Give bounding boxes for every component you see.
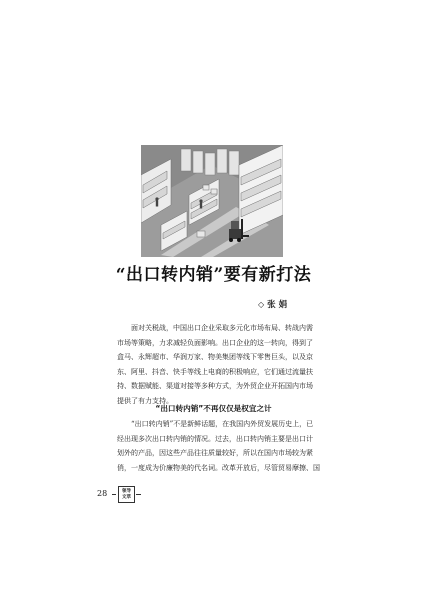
article-title: “出口转内销”要有新打法 xyxy=(115,265,312,285)
text-line: 面对关税战，中国出口企业采取多元化市场布局、转战内需 xyxy=(131,324,313,332)
section-paragraph xyxy=(117,417,331,475)
masthead-bottom: 文萃 xyxy=(122,494,131,500)
page-number: 28 xyxy=(97,489,108,498)
text-line: 俏，一度成为价廉物美的代名词。改革开放后，尽管贸易摩擦、国 xyxy=(117,463,320,472)
footer-rule xyxy=(112,494,116,495)
intro-paragraph xyxy=(117,321,331,409)
text-line: 东、阿里、抖音、快手等线上电商的积极响应，它们通过流量扶 xyxy=(117,367,313,376)
text-line: 经出现多次出口转内销的情况。过去，出口转内销主要是出口计 xyxy=(117,434,313,443)
text-line: 提供了有力支持。 xyxy=(117,396,173,405)
text-line: 划外的产品，因这些产品往往质量较好，所以在国内市场较为紧 xyxy=(117,449,313,458)
masthead-stamp xyxy=(118,486,135,503)
footer-rule xyxy=(136,494,141,495)
masthead-top: 领导 xyxy=(122,489,131,494)
text-line: 盒马、永辉超市、华润万家、物美集团等线下零售巨头，以及京 xyxy=(117,353,313,362)
warehouse-illustration xyxy=(141,145,283,257)
text-line: 市场等策略，力求减轻负面影响。出口企业的这一转向，得到了 xyxy=(117,338,313,347)
author-name: 张 娟 xyxy=(267,300,288,310)
section-heading: “出口转内销”不再仅仅是权宜之计 xyxy=(155,404,272,413)
byline xyxy=(258,298,287,310)
text-line: 持、数据赋能、渠道对接等多种方式，为外贸企业开拓国内市场 xyxy=(117,382,313,391)
diamond-icon: ◇ xyxy=(258,300,265,309)
text-line: “出口转内销”不是新鲜话题，在我国内外贸发展历史上，已 xyxy=(131,420,314,428)
